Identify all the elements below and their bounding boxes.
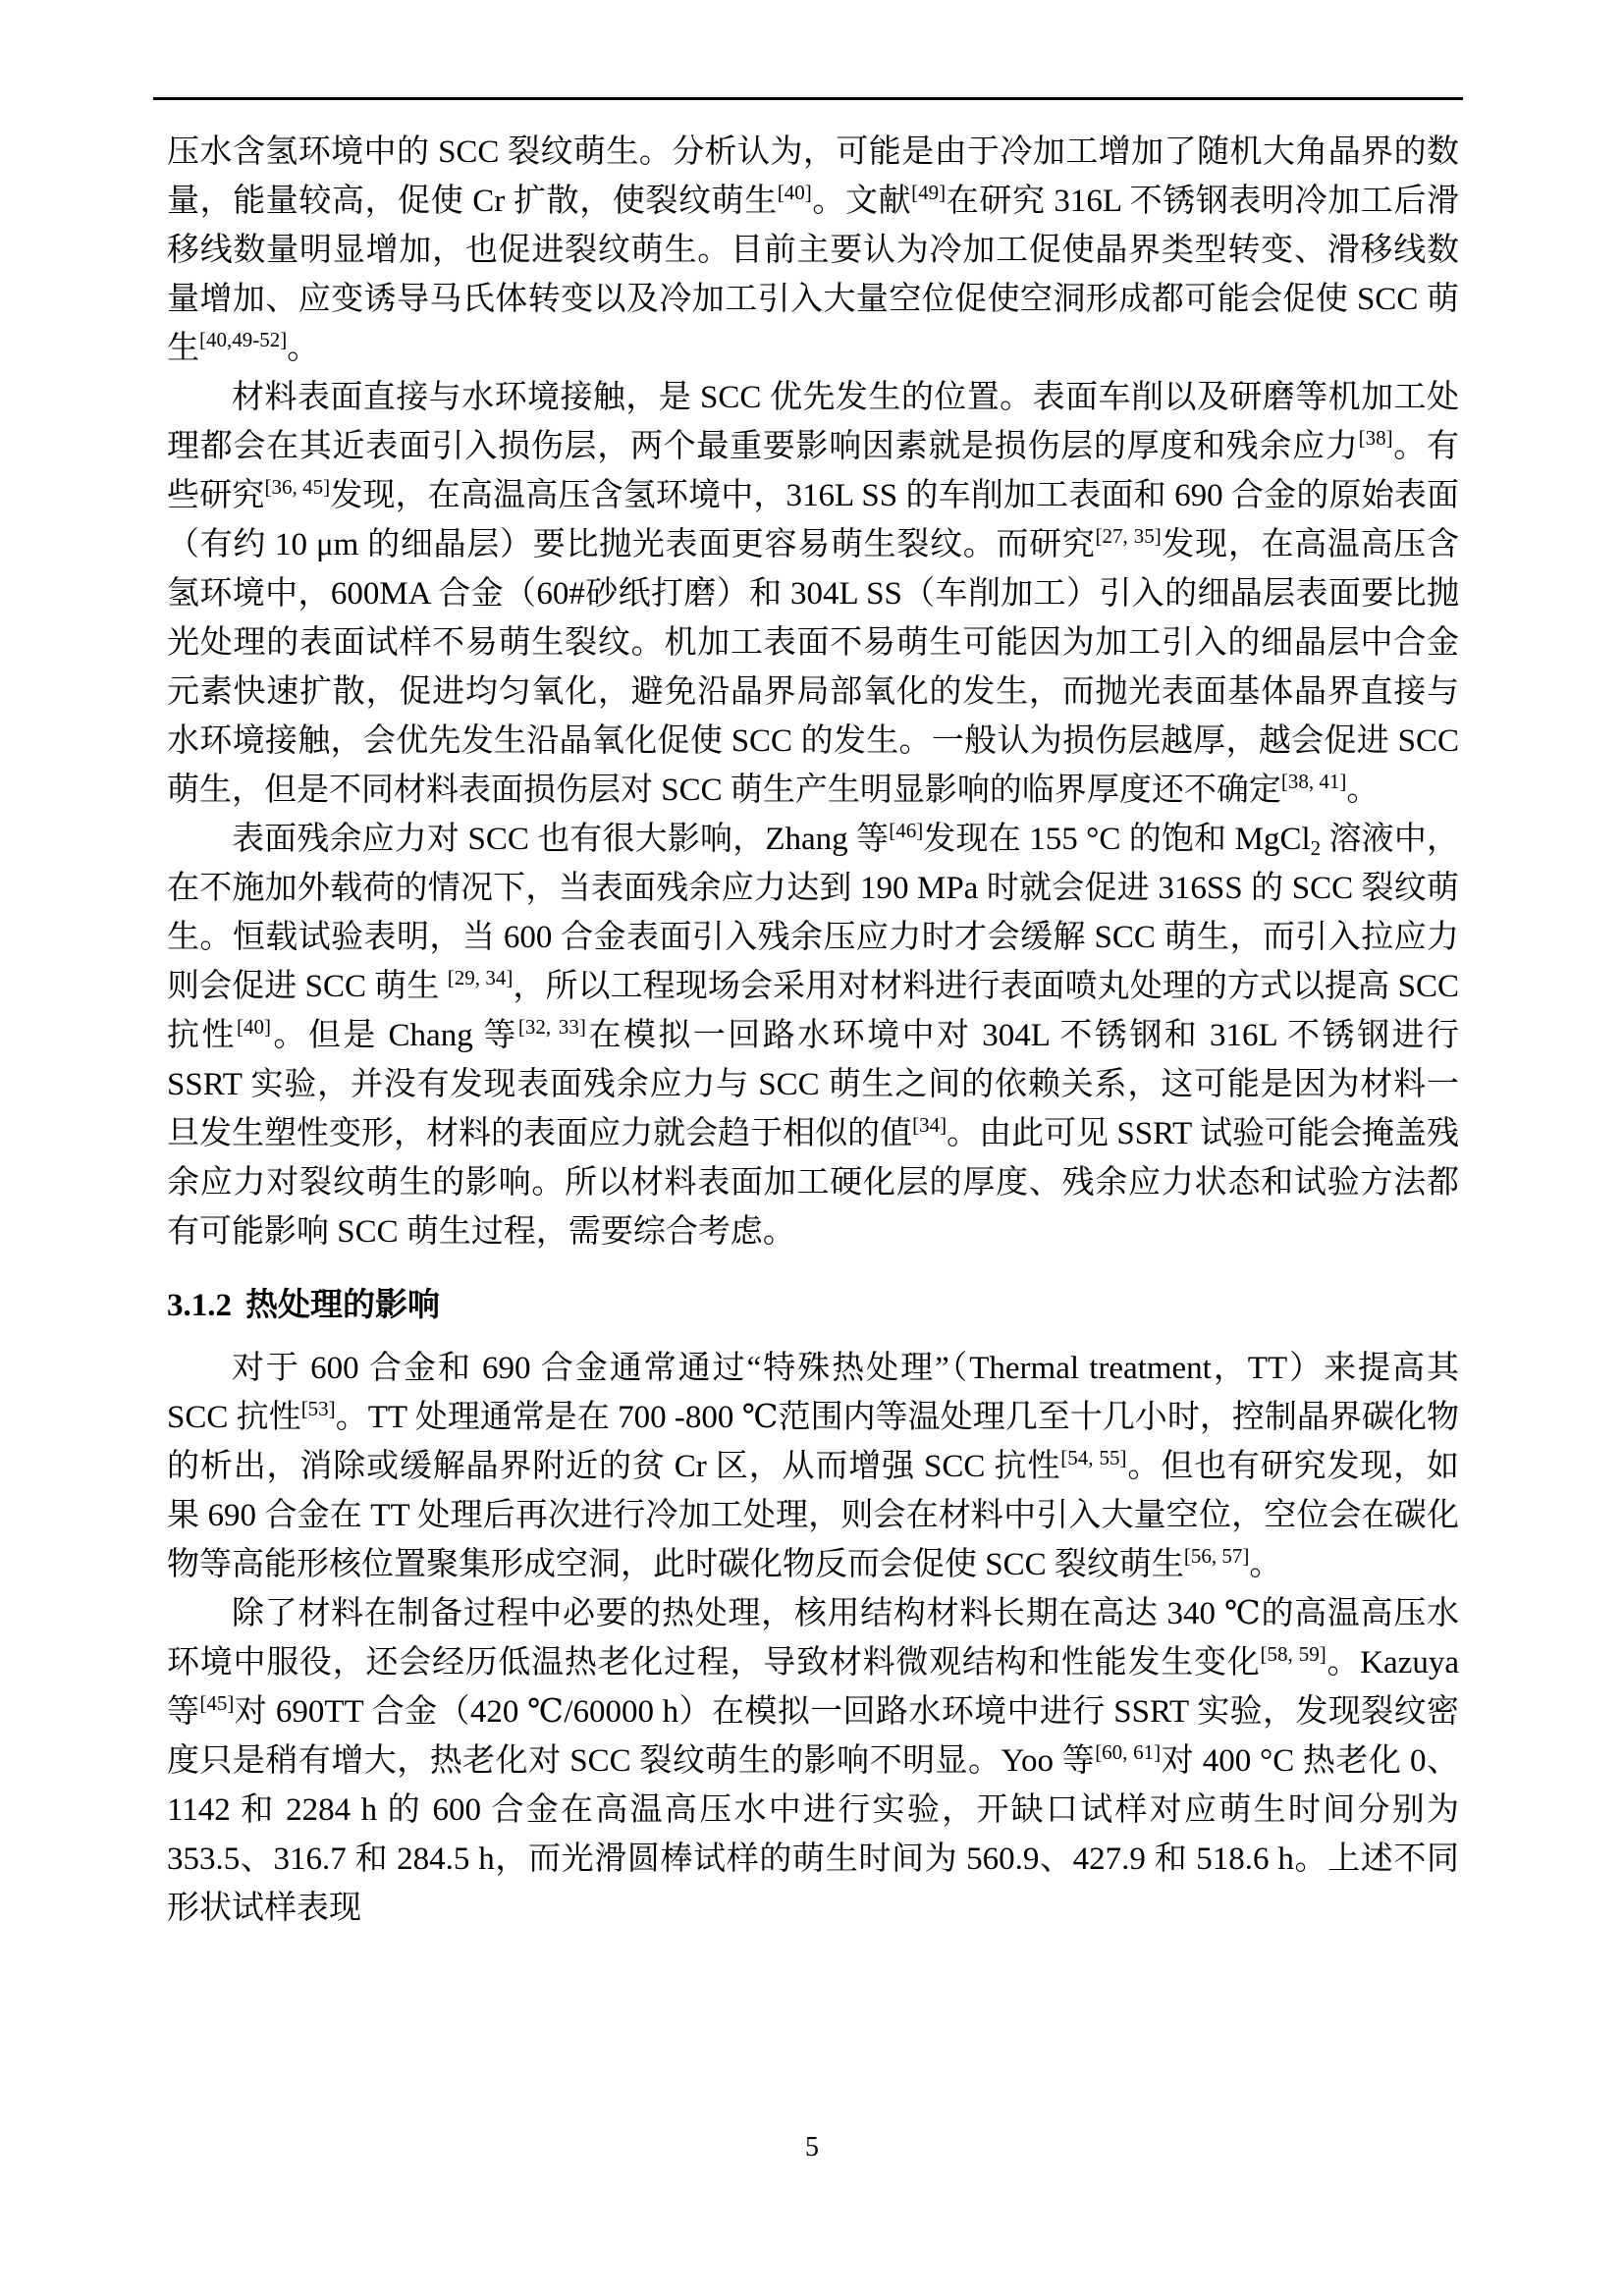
- document-body: [167, 128, 1459, 1933]
- text-run: 。: [1249, 1547, 1282, 1582]
- text-run: 。TT 处理通常是在 700 -800 ℃范围内等温处理几至十几小时，控制晶界碳化物的析出，消除或缓解晶界附近的贫 Cr 区，从而增强 SCC 抗性: [167, 1400, 1459, 1484]
- text-run: 。但也有研究发现，如果 690 合金在 TT 处理后再次进行冷加工处理，则会在材料中引入大量空位，空位会在碳化物等高能形核位置聚集形成空洞，此时碳化物反而会促使 SCC 裂纹萌生: [167, 1449, 1460, 1582]
- text-run: 发现，在高温高压含氢环境中，316L SS 的车削加工表面和 690 合金的原始表面（有约 10 μm 的细晶层）要比抛光表面更容易萌生裂纹。而研究: [167, 478, 1460, 562]
- text-run: 。: [287, 331, 320, 366]
- citation-ref: [36, 45]: [264, 475, 331, 500]
- text-run: 材料表面直接与水环境接触，是 SCC 优先发生的位置。表面车削以及研磨等机加工处理都会在其近表面引入损伤层，两个最重要影响因素就是损伤层的厚度和残余应力: [167, 380, 1459, 464]
- citation-ref: [53]: [300, 1397, 336, 1421]
- text-run: 。文献: [811, 184, 912, 219]
- text-run: 对 690TT 合金（420 ℃/60000 h）在模拟一回路水环境中进行 SSRT 实验，发现裂纹密度只是稍有增大，热老化对 SCC 裂纹萌生的影响不明显。Yoo 等: [167, 1694, 1460, 1779]
- text-run: 对于 600 合金和 690 合金通常通过“特殊热处理”（Thermal treatment，TT）来提高其 SCC 抗性: [167, 1351, 1459, 1435]
- paragraph-thermal-aging: [167, 1589, 1459, 1933]
- text-run: 对 400 °C 热老化 0、1142 和 2284 h 的 600 合金在高温高压水中进行实验，开缺口试样对应萌生时间分别为 353.5、316.7 和 284.5 h，而光滑圆棒试样的萌生时间为 560.9、427.9 和 518.6 h。上述不同形状试样表现: [167, 1743, 1459, 1926]
- text-run: 表面残余应力对 SCC 也有很大影响，Zhang 等: [232, 822, 890, 857]
- citation-ref: [38, 41]: [1280, 770, 1347, 794]
- paragraph-cold-work-effect: [167, 128, 1459, 373]
- page-number: 5: [805, 2132, 819, 2163]
- citation-ref: [32, 33]: [517, 1015, 586, 1040]
- text-run: 发现在 155 °C 的饱和 MgCl: [923, 822, 1311, 857]
- citation-ref: [27, 35]: [1095, 524, 1162, 549]
- text-run: 。但是 Chang 等: [270, 1018, 518, 1053]
- section-heading-3-1-2: [167, 1280, 1459, 1330]
- text-run: 压水含氢环境中的 SCC 裂纹萌生。分析认为，可能是由于冷加工增加了随机大角晶界的数量，能量较高，促使 Cr 扩散，使裂纹萌生: [167, 134, 1459, 219]
- citation-ref: [60, 61]: [1095, 1740, 1162, 1765]
- chemical-subscript: 2: [1310, 835, 1322, 860]
- citation-ref: [34]: [912, 1113, 947, 1138]
- text-run: 发现，在高温高压含氢环境中，600MA 合金（60#砂纸打磨）和 304L SS（车削加工）引入的细晶层表面要比抛光处理的表面试样不易萌生裂纹。机加工表面不易萌生可能因为加工引入的细晶层中合金元素快速扩散，促进均匀氧化，避免沿晶界局部氧化的发生，而抛光表面基体晶界直接与水环境接触，会优先发生沿晶氧化促使 SCC 的发生。一般认为损伤层越厚，越会促进 SCC 萌生，但是不同材料表面损伤层对 SCC 萌生产生明显影响的临界厚度还不确定: [167, 527, 1459, 808]
- text-run: 除了材料在制备过程中必要的热处理，核用结构材料长期在高达 340 ℃的高温高压水环境中服役，还会经历低温热老化过程，导致材料微观结构和性能发生变化: [167, 1596, 1459, 1681]
- citation-ref: [54, 55]: [1060, 1446, 1127, 1470]
- citation-ref: [58, 59]: [1260, 1642, 1326, 1667]
- text-run: 在研究 316L 不锈钢表明冷加工后滑移线数量明显增加，也促进裂纹萌生。目前主要认为冷加工促使晶界类型转变、滑移线数量增加、应变诱导马氏体转变以及冷加工引入大量空位促使空洞形成都可能会促使 SCC 萌生: [167, 184, 1459, 366]
- citation-ref: [56, 57]: [1183, 1544, 1250, 1569]
- text-run: 。有些研究: [167, 429, 1460, 513]
- section-title: 热处理的影响: [245, 1286, 440, 1322]
- text-run: 。Kazuya 等: [167, 1645, 1459, 1730]
- text-run: 在模拟一回路水环境中对 304L 不锈钢和 316L 不锈钢进行 SSRT 实验，并没有发现表面残余应力与 SCC 萌生之间的依赖关系，这可能是因为材料一旦发生塑性变形，材料的表面应力就会趋于相似的值: [167, 1018, 1460, 1151]
- citation-ref: [40]: [236, 1015, 271, 1040]
- text-run: ，所以工程现场会采用对材料进行表面喷丸处理的方式以提高 SCC 抗性: [167, 969, 1459, 1053]
- citation-ref: [40,49-52]: [199, 328, 288, 352]
- section-number: 3.1.2: [167, 1288, 232, 1323]
- citation-ref: [45]: [199, 1691, 235, 1716]
- text-run: 。由此可见 SSRT 试验可能会掩盖残余应力对裂纹萌生的影响。所以材料表面加工硬化层的厚度、残余应力状态和试验方法都有可能影响 SCC 萌生过程，需要综合考虑。: [167, 1116, 1460, 1250]
- paragraph-thermal-treatment: [167, 1344, 1459, 1589]
- citation-ref: [46]: [889, 819, 924, 843]
- citation-ref: [40]: [777, 181, 812, 205]
- paragraph-residual-stress: [167, 815, 1459, 1256]
- paragraph-surface-machining: [167, 373, 1459, 815]
- citation-ref: [38]: [1358, 426, 1393, 451]
- page-footer: [0, 2132, 1624, 2163]
- citation-ref: [29, 34]: [447, 966, 514, 990]
- header-rule: [153, 97, 1463, 100]
- text-run: 溶液中，在不施加外载荷的情况下，当表面残余应力达到 190 MPa 时就会促进 316SS 的 SCC 裂纹萌生。恒载试验表明，当 600 合金表面引入残余压应力时才会缓解 SCC 萌生，而引入拉应力则会促进 SCC 萌生: [167, 822, 1459, 1004]
- citation-ref: [49]: [911, 181, 947, 205]
- text-run: 。: [1346, 773, 1380, 808]
